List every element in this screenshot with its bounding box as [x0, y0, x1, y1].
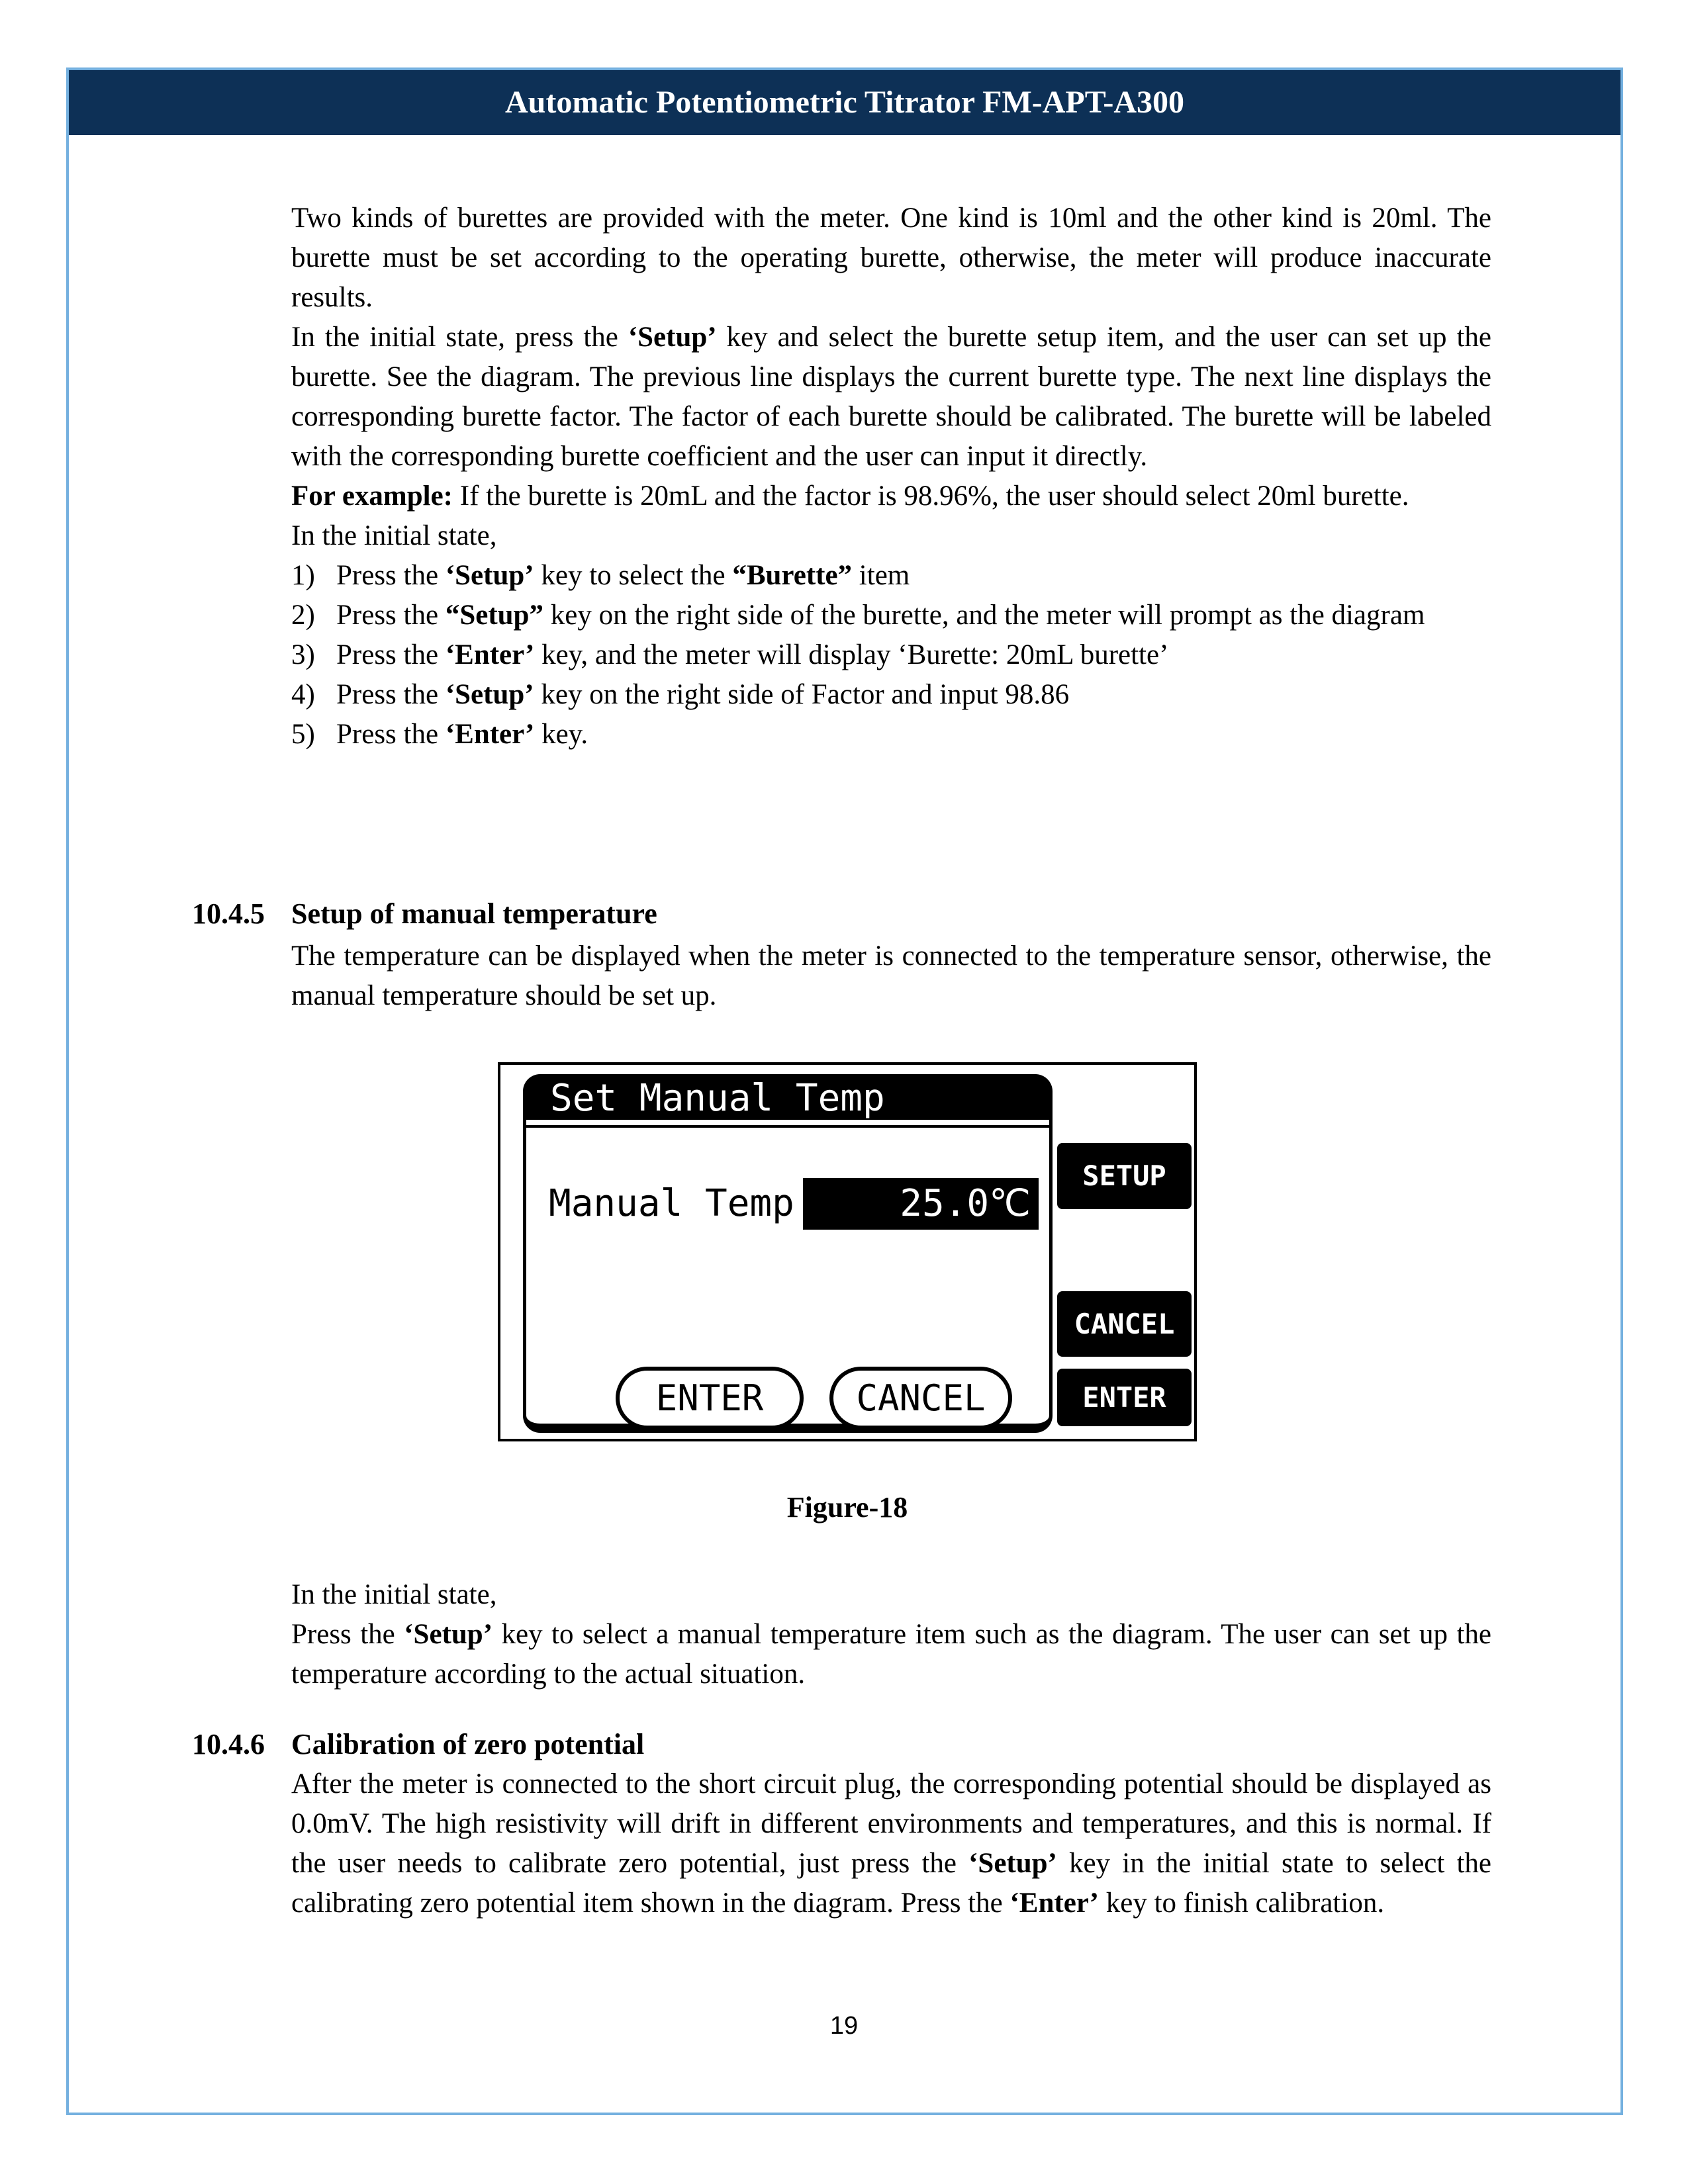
list-item-number: 5) — [291, 719, 315, 750]
paragraph: Two kinds of burettes are provided with the meter. One kind is 10ml and the other kind is 20ml. The burette must be set according to the operating burette, otherwise, the meter will produce inaccurate results. — [291, 203, 1491, 313]
paragraph: In the initial state, — [291, 520, 497, 551]
list-item-text: Press the ‘Enter’ key, and the meter will display ‘Burette: 20mL burette’ — [336, 639, 1169, 670]
setup-key: SETUP — [1057, 1143, 1192, 1209]
section-number: 10.4.6 — [192, 1728, 265, 1760]
list-item-number: 2) — [291, 600, 315, 631]
list-item-text: Press the “Setup” key on the right side of the burette, and the meter will prompt as the diagram — [336, 600, 1425, 631]
list-item-number: 1) — [291, 560, 315, 591]
section-10-4-6-body — [291, 1764, 1491, 1923]
cancel-key: CANCEL — [1057, 1291, 1192, 1357]
figure-caption: Figure-18 — [786, 1491, 908, 1524]
section-number: 10.4.5 — [192, 897, 265, 930]
section-title: Calibration of zero potential — [291, 1728, 645, 1760]
paragraph: In the initial state, — [291, 1579, 497, 1610]
list-item-text: Press the ‘Setup’ key on the right side of Factor and input 98.86 — [336, 679, 1070, 710]
list-item-text: Press the ‘Setup’ key to select the “Burette” item — [336, 560, 910, 591]
list-item — [291, 556, 1491, 596]
section-heading-10-4-6 — [192, 1726, 1496, 1763]
list-item — [291, 675, 1491, 715]
intro-text-block — [291, 199, 1491, 754]
list-item-number: 4) — [291, 679, 315, 710]
section-10-4-5-body — [291, 936, 1491, 1016]
list-item — [291, 635, 1491, 675]
lcd-separator — [526, 1125, 1049, 1128]
lcd-title-bar: Set Manual Temp — [526, 1077, 1049, 1120]
lcd-field-value: 25.0℃ — [803, 1178, 1039, 1230]
lcd-enter-button: ENTER — [616, 1367, 804, 1430]
section-title: Setup of manual temperature — [291, 897, 657, 930]
paragraph: Press the ‘Setup’ key to select a manual temperature item such as the diagram. The user can set up the temperature according to the actual situation. — [291, 1619, 1491, 1690]
paragraph: In the initial state, press the ‘Setup’ key and select the burette setup item, and the user can set up the burette. See the diagram. The previous line displays the current burette type. The next line displays the corresponding burette factor. The factor of each burette should be calibrated. The burette will be labeled with the corresponding burette coefficient and the user can input it directly. — [291, 322, 1492, 472]
page-number: 19 — [829, 2012, 859, 2040]
figure-18-image — [498, 1062, 1197, 1441]
paragraph: For example: If the burette is 20mL and the factor is 98.96%, the user should select 20ml burette. — [291, 480, 1409, 512]
section-heading-10-4-5 — [192, 895, 1496, 933]
header-bar — [69, 70, 1620, 135]
page-title: Automatic Potentiometric Titrator FM-APT-A300 — [505, 85, 1184, 120]
lcd-screen — [523, 1074, 1053, 1433]
after-figure-text-block — [291, 1575, 1491, 1694]
list-item — [291, 715, 1491, 754]
lcd-cancel-button: CANCEL — [829, 1367, 1012, 1430]
list-item — [291, 596, 1491, 635]
paragraph: After the meter is connected to the short circuit plug, the corresponding potential should be displayed as 0.0mV. The high resistivity will drift in different environments and temperatures, and this is normal. If the user needs to calibrate zero potential, just press the ‘Setup’ key in the initial state to select the calibrating zero potential item shown in the diagram. Press the ‘Enter’ key to finish calibration. — [291, 1768, 1491, 1919]
lcd-field-label: Manual Temp — [549, 1182, 794, 1225]
list-item-number: 3) — [291, 639, 315, 670]
paragraph: The temperature can be displayed when the meter is connected to the temperature sensor, otherwise, the manual temperature should be set up. — [291, 940, 1491, 1011]
enter-key: ENTER — [1057, 1369, 1192, 1426]
list-item-text: Press the ‘Enter’ key. — [336, 719, 588, 750]
